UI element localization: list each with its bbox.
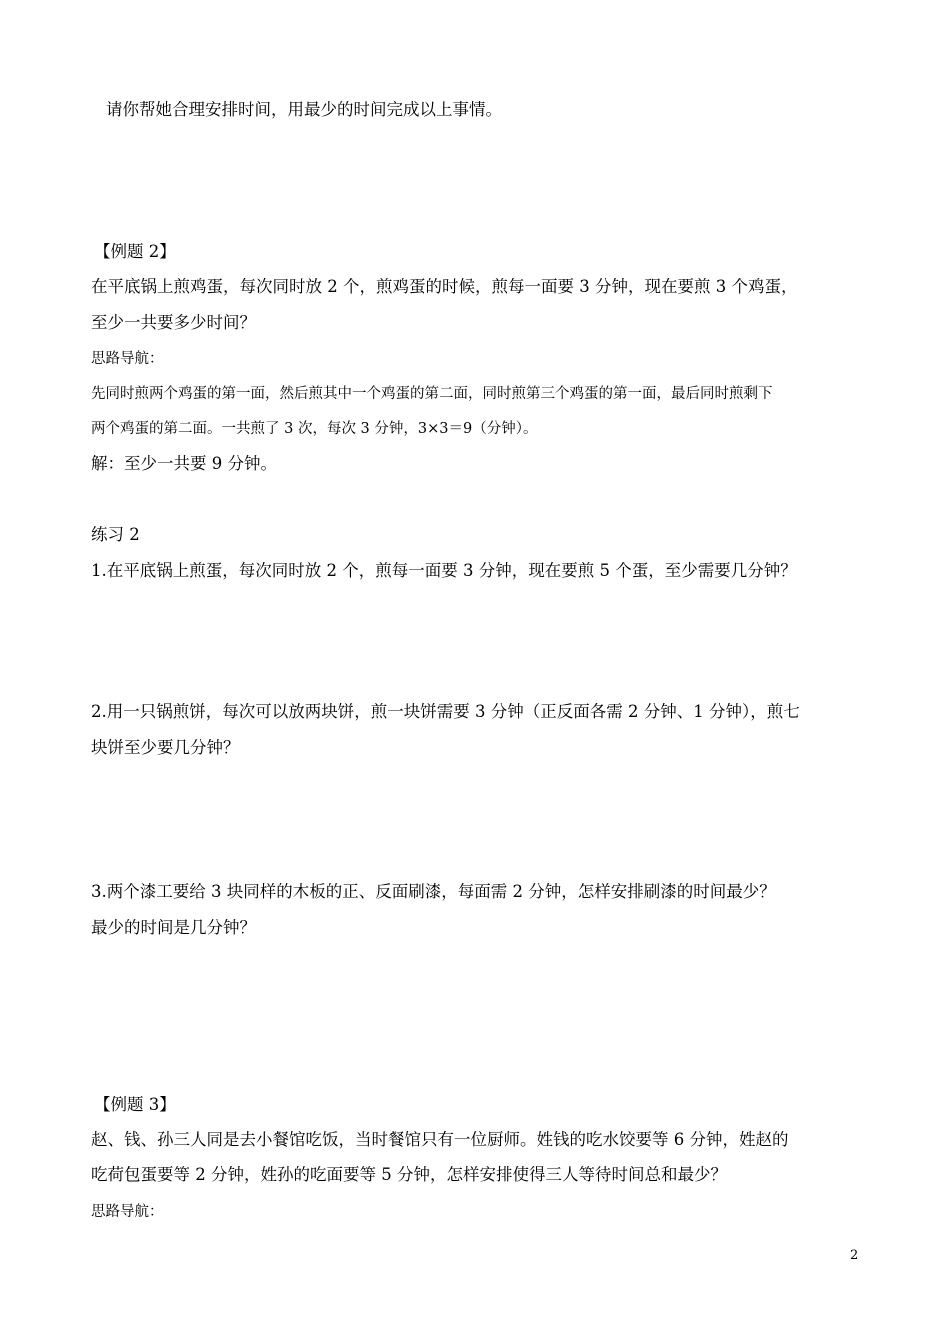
practice2-question2-line1: 2.用一只锅煎饼，每次可以放两块饼，煎一块饼需要 3 分钟（正反面各需 2 分钟、1 分钟），煎七 — [91, 702, 800, 721]
intro-text: 请你帮她合理安排时间，用最少的时间完成以上事情。 — [106, 100, 502, 119]
example3-hint-label: 思路导航： — [91, 1204, 164, 1220]
example2-hint-label: 思路导航： — [91, 351, 164, 367]
example2-problem-line2: 至少一共要多少时间？ — [91, 313, 256, 332]
example2-heading: 【例题 2】 — [94, 242, 176, 261]
example3-problem-line1: 赵、钱、孙三人同是去小餐馆吃饭，当时餐馆只有一位厨师。姓钱的吃水饺要等 6 分钟，姓赵的 — [91, 1130, 789, 1149]
example2-hint-line2: 两个鸡蛋的第二面。一共煎了 3 次，每次 3 分钟，3×3＝9（分钟）。 — [91, 421, 538, 437]
example2-problem-line1: 在平底锅上煎鸡蛋，每次同时放 2 个，煎鸡蛋的时候，煎每一面要 3 分钟，现在要煎 3 个鸡蛋， — [91, 277, 798, 296]
practice2-heading: 练习 2 — [91, 525, 140, 544]
practice2-question3-line1: 3.两个漆工要给 3 块同样的木板的正、反面刷漆，每面需 2 分钟，怎样安排刷漆的时间最少？ — [91, 882, 776, 901]
practice2-question1: 1.在平底锅上煎蛋，每次同时放 2 个，煎每一面要 3 分钟，现在要煎 5 个蛋，至少需要几分钟？ — [91, 561, 797, 580]
practice2-question3-line2: 最少的时间是几分钟？ — [91, 918, 256, 937]
example2-answer: 解：至少一共要 9 分钟。 — [91, 454, 277, 473]
page-number: 2 — [850, 1248, 859, 1263]
practice2-question2-line2: 块饼至少要几分钟？ — [91, 738, 240, 757]
example3-heading: 【例题 3】 — [94, 1095, 176, 1114]
example3-problem-line2: 吃荷包蛋要等 2 分钟，姓孙的吃面要等 5 分钟，怎样安排使得三人等待时间总和最少？ — [91, 1165, 727, 1184]
example2-hint-line1: 先同时煎两个鸡蛋的第一面，然后煎其中一个鸡蛋的第二面，同时煎第三个鸡蛋的第一面，最后同时煎剩下 — [91, 386, 773, 402]
